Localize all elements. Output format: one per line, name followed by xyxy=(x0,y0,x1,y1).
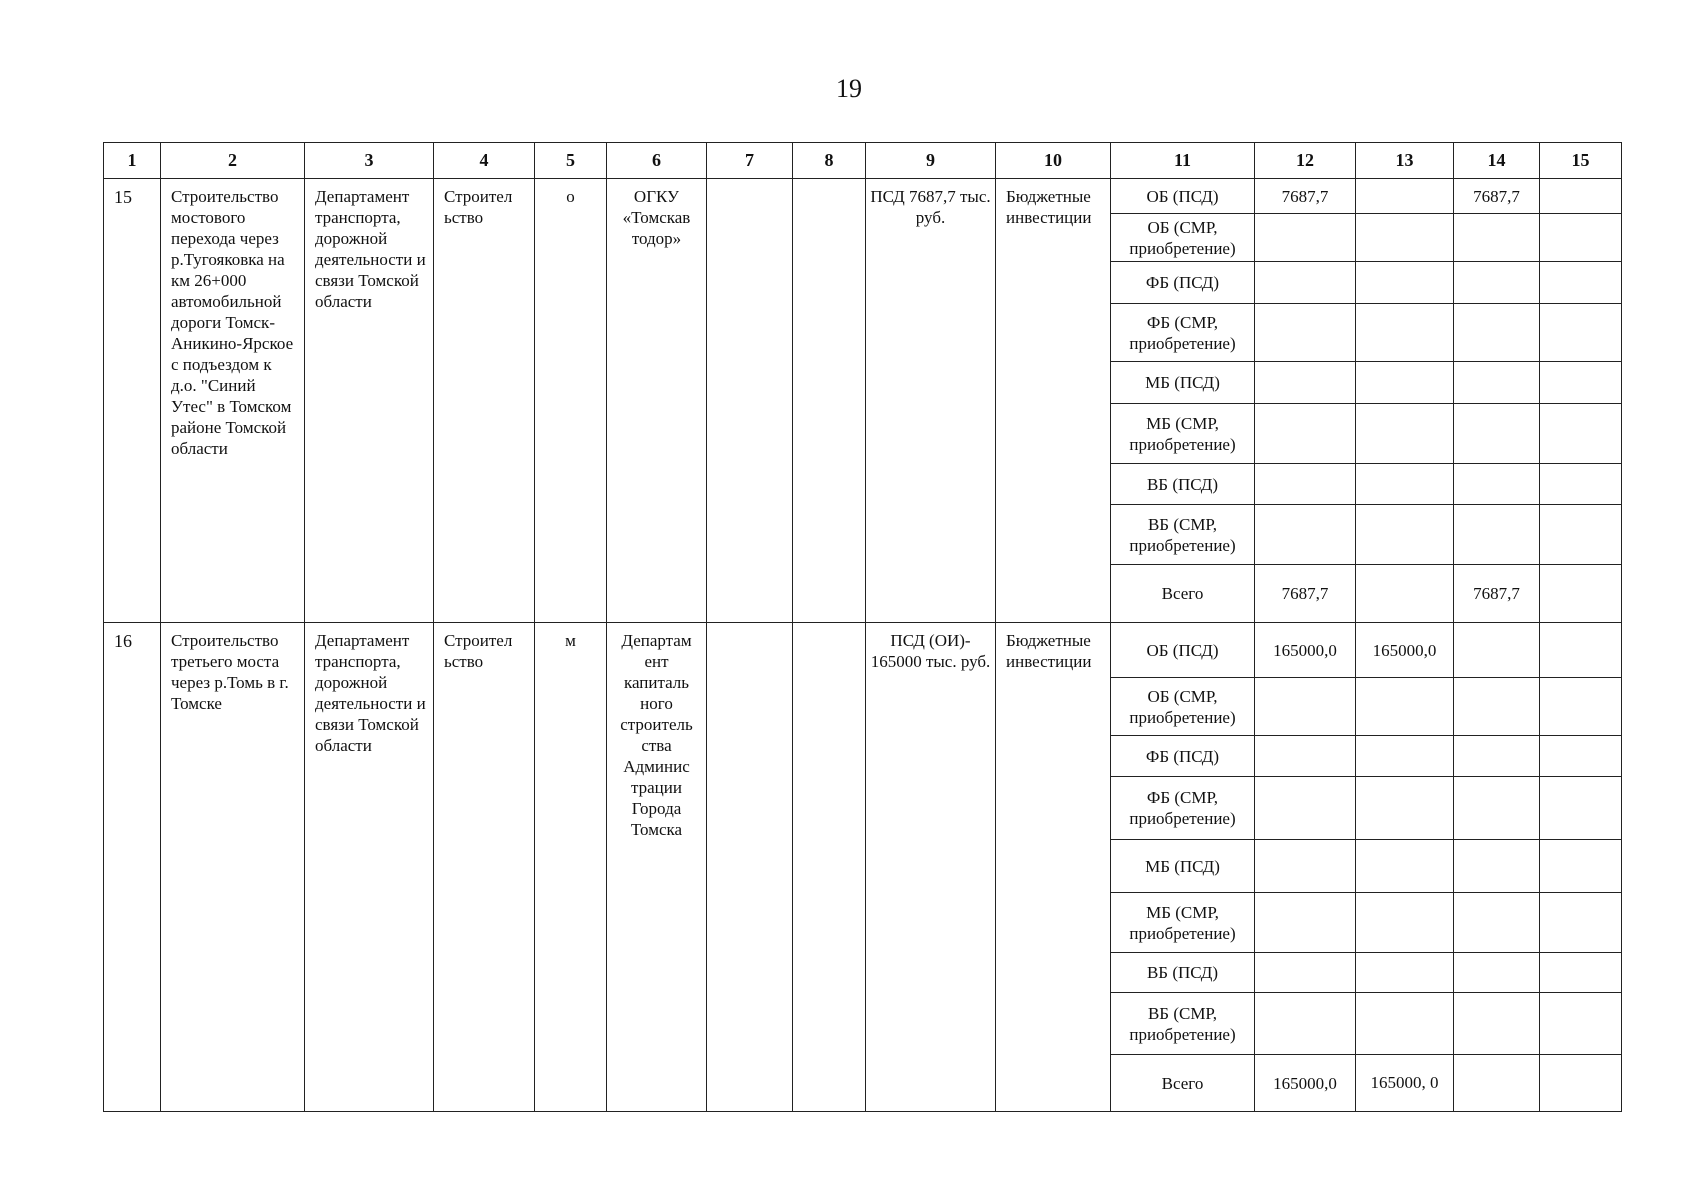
col-header: 2 xyxy=(161,143,305,179)
value-col14: 7687,7 xyxy=(1454,565,1540,623)
row-number: 16 xyxy=(104,623,161,1112)
value-col13 xyxy=(1356,304,1454,362)
col-header: 7 xyxy=(707,143,793,179)
funding-source: ФБ (СМР, приобретение) xyxy=(1111,304,1255,362)
funding-source: МБ (СМР, приобретение) xyxy=(1111,404,1255,464)
funding-source: Всего xyxy=(1111,1055,1255,1112)
col7-value xyxy=(707,623,793,1112)
funding-source: ФБ (ПСД) xyxy=(1111,736,1255,777)
investment-type: Бюджетные инвестиции xyxy=(996,623,1111,1112)
funding-source: МБ (ПСД) xyxy=(1111,362,1255,404)
value-col13 xyxy=(1356,565,1454,623)
value-col15 xyxy=(1540,464,1622,505)
col-header: 8 xyxy=(793,143,866,179)
table-row xyxy=(104,623,1622,678)
value-col13 xyxy=(1356,464,1454,505)
capacity: ПСД (ОИ)- 165000 тыс. руб. xyxy=(866,623,996,1112)
funding-source: ОБ (ПСД) xyxy=(1111,623,1255,678)
value-col13 xyxy=(1356,893,1454,953)
department: Департамент транспорта, дорожной деятельности и связи Томской области xyxy=(305,179,434,623)
value-col13 xyxy=(1356,214,1454,262)
value-col12: 7687,7 xyxy=(1255,565,1356,623)
object-name: Строительство мостового перехода через р.Тугояковка на км 26+000 автомобильной дороги Томск-Аникино-Ярское с подъездом к д.о. "Синий Утес" в Томском районе Томской области xyxy=(161,179,305,623)
funding-source: МБ (СМР, приобретение) xyxy=(1111,893,1255,953)
value-col14 xyxy=(1454,623,1540,678)
header-row xyxy=(104,143,1622,179)
value-col14 xyxy=(1454,953,1540,993)
col-header: 9 xyxy=(866,143,996,179)
col8-value xyxy=(793,179,866,623)
value-col14 xyxy=(1454,1055,1540,1112)
value-col15 xyxy=(1540,362,1622,404)
funding-source: ФБ (ПСД) xyxy=(1111,262,1255,304)
value-col15 xyxy=(1540,304,1622,362)
value-col15 xyxy=(1540,736,1622,777)
value-col12 xyxy=(1255,404,1356,464)
funding-source: ВБ (СМР, приобретение) xyxy=(1111,993,1255,1055)
value-col14 xyxy=(1454,678,1540,736)
capacity: ПСД 7687,7 тыс. руб. xyxy=(866,179,996,623)
value-col13 xyxy=(1356,736,1454,777)
funding-source: ВБ (СМР, приобретение) xyxy=(1111,505,1255,565)
value-col12 xyxy=(1255,505,1356,565)
value-col13 xyxy=(1356,993,1454,1055)
value-col12 xyxy=(1255,362,1356,404)
funding-source: ОБ (ПСД) xyxy=(1111,179,1255,214)
value-col14 xyxy=(1454,736,1540,777)
value-col14 xyxy=(1454,304,1540,362)
col7-value xyxy=(707,179,793,623)
col5-value: о xyxy=(535,179,607,623)
value-col12: 165000,0 xyxy=(1255,623,1356,678)
value-col12 xyxy=(1255,736,1356,777)
value-col15 xyxy=(1540,678,1622,736)
value-col12 xyxy=(1255,953,1356,993)
funding-source: Всего xyxy=(1111,565,1255,623)
funding-source: ВБ (ПСД) xyxy=(1111,953,1255,993)
value-col15 xyxy=(1540,840,1622,893)
value-col13 xyxy=(1356,678,1454,736)
value-col13 xyxy=(1356,953,1454,993)
value-col12 xyxy=(1255,262,1356,304)
value-col13: 165000,0 xyxy=(1356,623,1454,678)
value-col13 xyxy=(1356,404,1454,464)
value-col13 xyxy=(1356,505,1454,565)
investment-table xyxy=(103,142,1622,1112)
value-col13 xyxy=(1356,179,1454,214)
value-col14: 7687,7 xyxy=(1454,179,1540,214)
funding-source: ОБ (СМР, приобретение) xyxy=(1111,214,1255,262)
value-col14 xyxy=(1454,505,1540,565)
value-col12 xyxy=(1255,304,1356,362)
value-col14 xyxy=(1454,993,1540,1055)
value-col12 xyxy=(1255,993,1356,1055)
value-col13 xyxy=(1356,262,1454,304)
work-type: Строител ьство xyxy=(434,623,535,1112)
department: Департамент транспорта, дорожной деятельности и связи Томской области xyxy=(305,623,434,1112)
value-col14 xyxy=(1454,893,1540,953)
value-col12: 165000,0 xyxy=(1255,1055,1356,1112)
col-header: 14 xyxy=(1454,143,1540,179)
object-name: Строительство третьего моста через р.Томь в г. Томске xyxy=(161,623,305,1112)
value-col15 xyxy=(1540,953,1622,993)
value-col12: 7687,7 xyxy=(1255,179,1356,214)
col-header: 5 xyxy=(535,143,607,179)
investment-type: Бюджетные инвестиции xyxy=(996,179,1111,623)
col-header: 10 xyxy=(996,143,1111,179)
funding-source: ОБ (СМР, приобретение) xyxy=(1111,678,1255,736)
value-col15 xyxy=(1540,505,1622,565)
funding-source: МБ (ПСД) xyxy=(1111,840,1255,893)
value-col14 xyxy=(1454,362,1540,404)
value-col15 xyxy=(1540,179,1622,214)
col-header: 6 xyxy=(607,143,707,179)
value-col14 xyxy=(1454,840,1540,893)
funding-source: ФБ (СМР, приобретение) xyxy=(1111,777,1255,840)
col-header: 4 xyxy=(434,143,535,179)
col5-value: м xyxy=(535,623,607,1112)
value-col15 xyxy=(1540,623,1622,678)
col8-value xyxy=(793,623,866,1112)
funding-source: ВБ (ПСД) xyxy=(1111,464,1255,505)
value-col15 xyxy=(1540,214,1622,262)
value-col15 xyxy=(1540,262,1622,304)
value-col15 xyxy=(1540,893,1622,953)
col-header: 15 xyxy=(1540,143,1622,179)
value-col12 xyxy=(1255,840,1356,893)
value-col12 xyxy=(1255,464,1356,505)
value-col13 xyxy=(1356,777,1454,840)
value-col15 xyxy=(1540,1055,1622,1112)
table-row xyxy=(104,179,1622,214)
value-col12 xyxy=(1255,777,1356,840)
value-col13: 165000, 0 xyxy=(1356,1055,1454,1112)
customer: Департам ент капиталь ного строитель ства Админис трации Города Томска xyxy=(607,623,707,1112)
customer: ОГКУ «Томскав тодор» xyxy=(607,179,707,623)
value-col12 xyxy=(1255,893,1356,953)
col-header: 13 xyxy=(1356,143,1454,179)
value-col14 xyxy=(1454,214,1540,262)
value-col14 xyxy=(1454,464,1540,505)
value-col13 xyxy=(1356,362,1454,404)
col-header: 1 xyxy=(104,143,161,179)
value-col15 xyxy=(1540,777,1622,840)
col-header: 12 xyxy=(1255,143,1356,179)
value-col15 xyxy=(1540,565,1622,623)
col-header: 11 xyxy=(1111,143,1255,179)
value-col12 xyxy=(1255,214,1356,262)
value-col14 xyxy=(1454,777,1540,840)
value-col15 xyxy=(1540,993,1622,1055)
value-col15 xyxy=(1540,404,1622,464)
value-col14 xyxy=(1454,262,1540,304)
value-col14 xyxy=(1454,404,1540,464)
col-header: 3 xyxy=(305,143,434,179)
value-col13 xyxy=(1356,840,1454,893)
page-number: 19 xyxy=(836,74,862,103)
value-col12 xyxy=(1255,678,1356,736)
work-type: Строител ьство xyxy=(434,179,535,623)
row-number: 15 xyxy=(104,179,161,623)
